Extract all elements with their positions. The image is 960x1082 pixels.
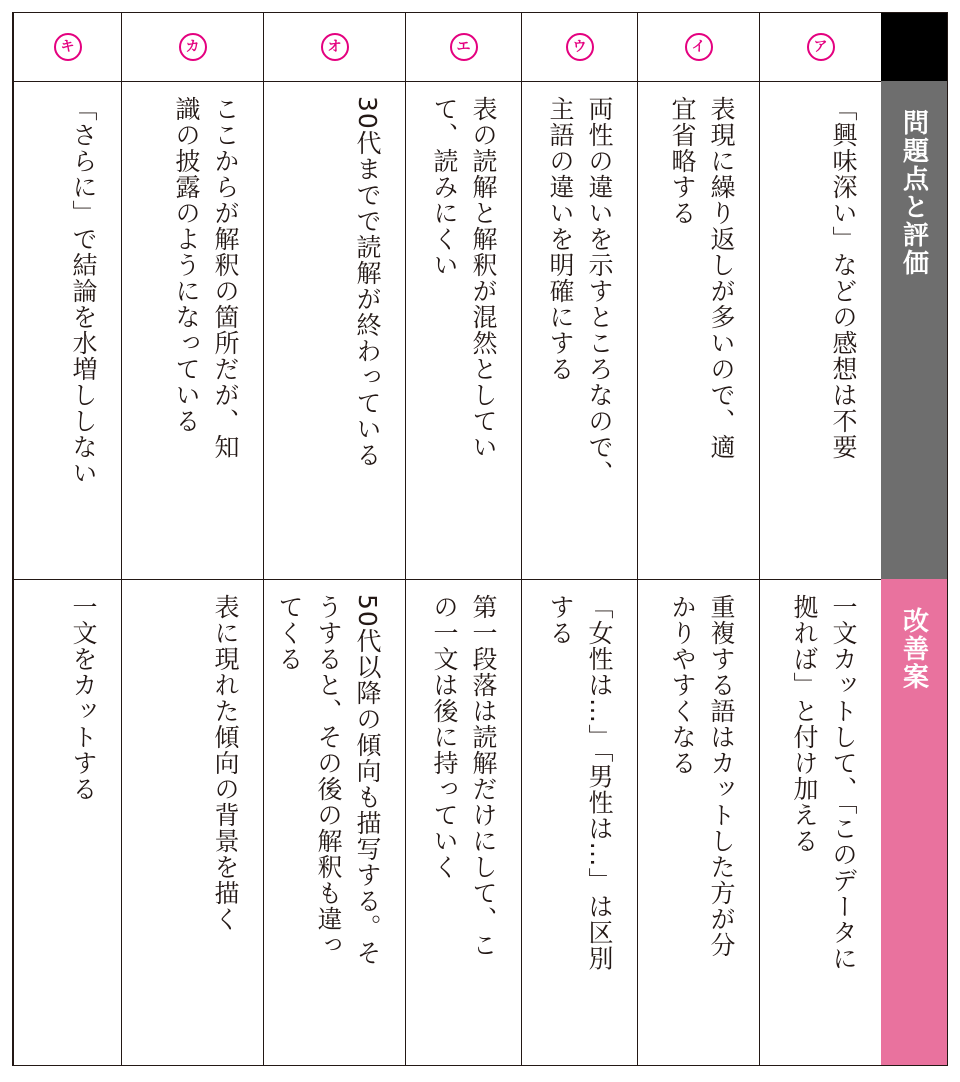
problem-cell bbox=[522, 81, 637, 579]
problem-cell bbox=[638, 81, 759, 579]
column-header bbox=[638, 13, 759, 81]
problem-text: ここからが解釈の箇所だが、知 識の披露のようになっている bbox=[172, 96, 240, 460]
improvement-cell bbox=[760, 579, 881, 1065]
problem-cell bbox=[406, 81, 521, 579]
comparison-table bbox=[12, 12, 948, 1066]
circled-marker-e: エ bbox=[450, 33, 478, 61]
improvement-text: 50代以降の傾向も描写する。そ うすると、その後の解釈も違っ てくる bbox=[275, 594, 382, 966]
column-i bbox=[637, 13, 759, 1065]
column-header bbox=[760, 13, 881, 81]
column-o bbox=[263, 13, 405, 1065]
column-u bbox=[521, 13, 637, 1065]
problems-label: 問題点と評価 bbox=[898, 109, 929, 277]
problem-cell bbox=[760, 81, 881, 579]
row-labels-column bbox=[881, 13, 947, 1065]
problem-text: 「さらに」で結論を水増ししない bbox=[69, 96, 98, 486]
improvement-cell bbox=[522, 579, 637, 1065]
column-header bbox=[264, 13, 405, 81]
column-header bbox=[522, 13, 637, 81]
improvement-text: 一文カットして、「このデータに 拠れば」と付け加える bbox=[790, 594, 858, 972]
improvement-cell bbox=[14, 579, 121, 1065]
column-ka bbox=[121, 13, 263, 1065]
circled-marker-a: ア bbox=[807, 33, 835, 61]
column-header bbox=[406, 13, 521, 81]
improvement-cell bbox=[638, 579, 759, 1065]
column-header bbox=[14, 13, 121, 81]
problem-text: 表の読解と解釈が混然としてい て、読みにくい bbox=[430, 96, 498, 460]
improvement-text: 一文をカットする bbox=[69, 594, 98, 802]
problem-text: 両性の違いを示すところなので、 主語の違いを明確にする bbox=[546, 96, 614, 486]
column-header bbox=[122, 13, 263, 81]
problem-cell bbox=[264, 81, 405, 579]
column-a bbox=[759, 13, 881, 1065]
column-ki bbox=[13, 13, 121, 1065]
improvement-text: 表に現れた傾向の背景を描く bbox=[211, 594, 240, 932]
problems-label-cell bbox=[881, 81, 947, 579]
improvement-text: 重複する語はカットした方が分 かりやすくなる bbox=[668, 594, 736, 958]
improvement-cell bbox=[122, 579, 263, 1065]
problem-text: 表現に繰り返しが多いので、適 宜省略する bbox=[668, 96, 736, 460]
improvement-text: 第一段落は読解だけにして、こ の一文は後に持っていく bbox=[430, 594, 498, 958]
problem-text: 「興味深い」などの感想は不要 bbox=[829, 96, 858, 460]
circled-marker-u: ウ bbox=[566, 33, 594, 61]
circled-marker-o: オ bbox=[321, 33, 349, 61]
circled-marker-ki: キ bbox=[54, 33, 82, 61]
improvements-label-cell bbox=[881, 579, 947, 1065]
corner-header bbox=[881, 13, 947, 81]
column-e bbox=[405, 13, 521, 1065]
improvement-cell bbox=[406, 579, 521, 1065]
circled-marker-i: イ bbox=[685, 33, 713, 61]
problem-cell bbox=[14, 81, 121, 579]
problem-cell bbox=[122, 81, 263, 579]
improvement-text: 「女性は…」「男性は…」は区別 する bbox=[546, 594, 614, 972]
problem-text: 30代までで読解が終わっている bbox=[353, 96, 382, 468]
improvements-label: 改善案 bbox=[898, 607, 929, 691]
improvement-cell bbox=[264, 579, 405, 1065]
circled-marker-ka: カ bbox=[179, 33, 207, 61]
